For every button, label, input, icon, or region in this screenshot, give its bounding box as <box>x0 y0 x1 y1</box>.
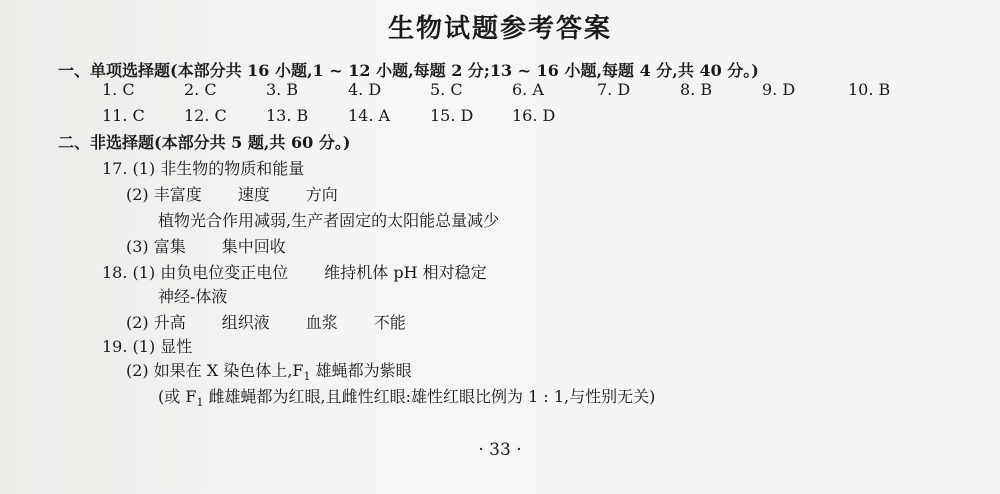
q17-line2: (2) 丰富度 速度 方向 <box>126 185 338 204</box>
q18-line2: 神经-体液 <box>158 287 228 306</box>
answer-item: 1. C <box>102 80 135 99</box>
answer-item: 4. D <box>348 80 382 99</box>
q17-line3: 植物光合作用减弱,生产者固定的太阳能总量减少 <box>158 211 500 230</box>
page-title: 生物试题参考答案 <box>387 14 612 44</box>
section1-heading: 一、单项选择题(本部分共 16 小题,1 ~ 12 小题,每题 2 分;13 ~ 16 小题,每题 4 分,共 40 分。) <box>58 61 759 80</box>
page-number: · 33 · <box>478 440 522 460</box>
q19-line2: (2) 如果在 X 染色体上$,F_1$ 雄蝇都为紫眼 <box>126 361 412 384</box>
answer-item: 12. C <box>184 106 227 125</box>
answer-item: 11. C <box>102 106 145 125</box>
answer-item: 14. A <box>348 106 391 125</box>
q18-line1: 18. (1) 由负电位变正电位 维持机体 pH 相对稳定 <box>102 263 487 282</box>
answer-item: 8. B <box>680 80 713 99</box>
answer-item: 5. C <box>430 80 463 99</box>
answer-item: 13. B <box>266 106 309 125</box>
answer-item: 3. B <box>266 80 299 99</box>
answer-item: 7. D <box>597 80 631 99</box>
q17-line4: (3) 富集 集中回收 <box>126 237 286 256</box>
q18-line3: (2) 升高 组织液 血浆 不能 <box>126 313 406 332</box>
answer-item: 6. A <box>512 80 544 99</box>
q19-line3: (或 $F_1$ 雌雄蝇都为红眼,且雌性红眼:雄性红眼比例为 1 : 1,与性别无关) <box>158 387 656 410</box>
q19-line1: 19. (1) 显性 <box>102 337 193 356</box>
answer-item: 16. D <box>512 106 556 125</box>
answer-item: 2. C <box>184 80 217 99</box>
answer-item: 10. B <box>848 80 891 99</box>
q17-line1: 17. (1) 非生物的物质和能量 <box>102 159 305 178</box>
section2-heading: 二、非选择题(本部分共 5 题,共 60 分。) <box>58 133 351 152</box>
answer-item: 9. D <box>762 80 796 99</box>
answer-item: 15. D <box>430 106 474 125</box>
